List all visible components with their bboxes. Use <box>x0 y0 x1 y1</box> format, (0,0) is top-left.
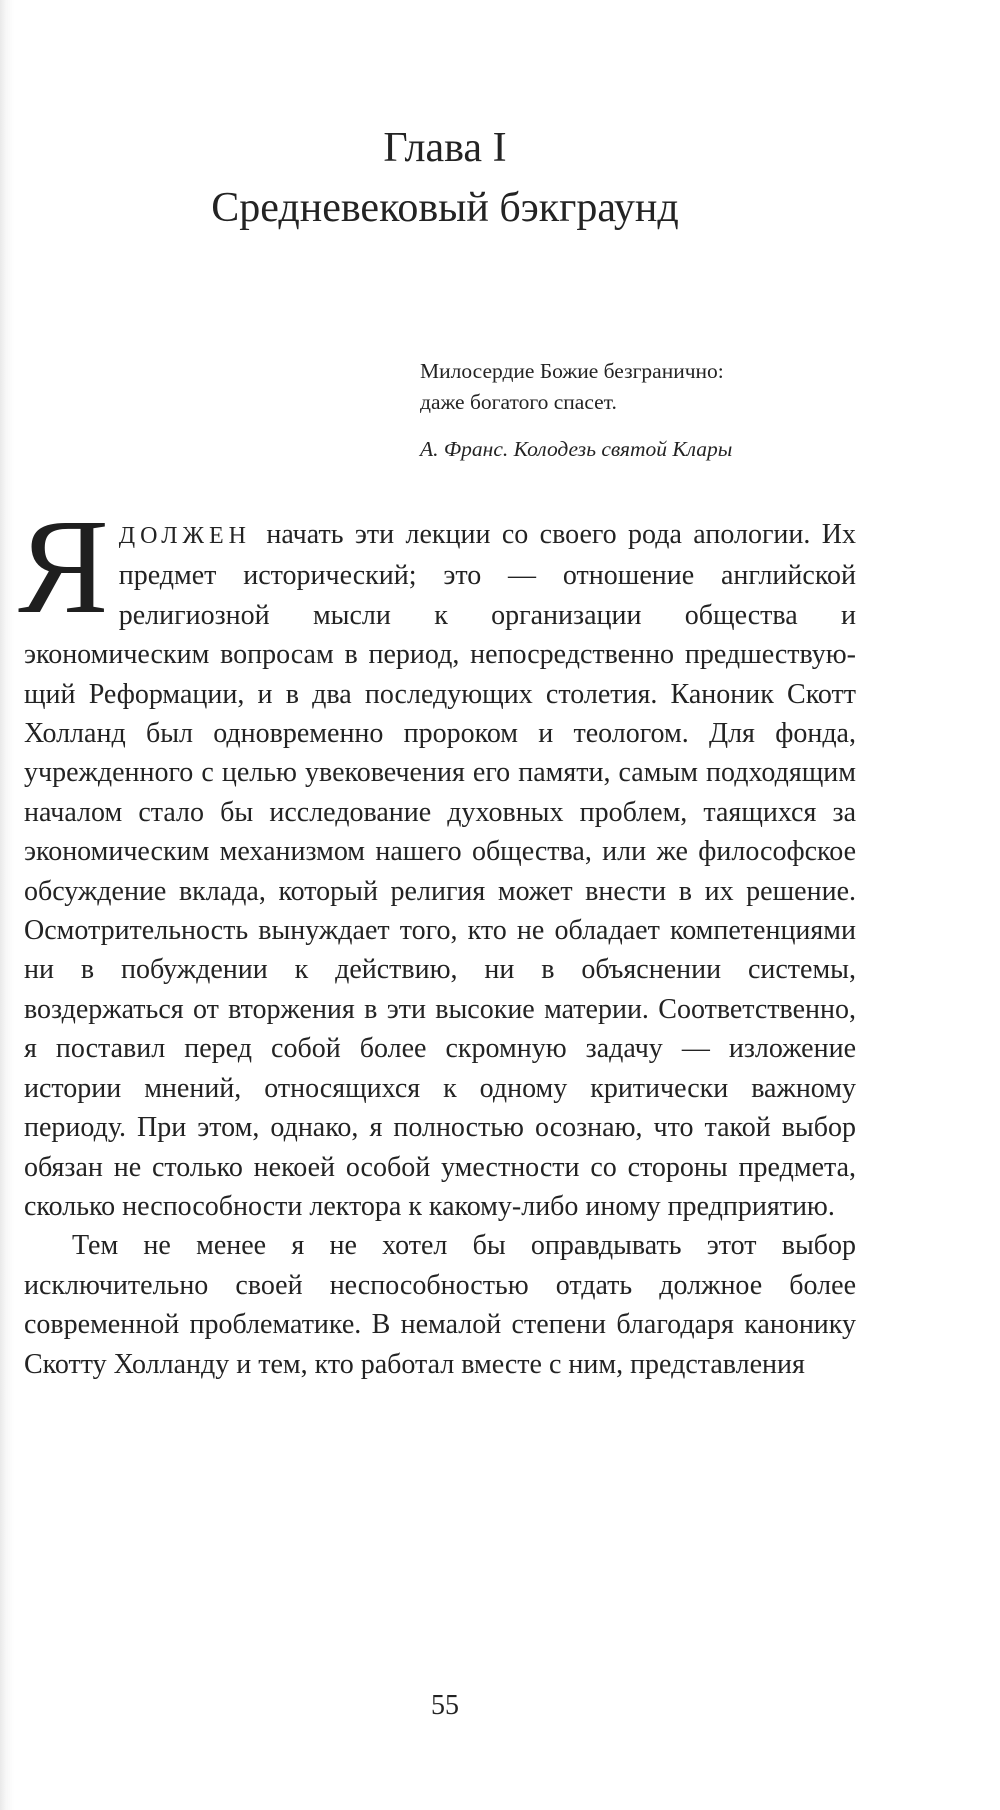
page-number: 55 <box>431 1690 459 1721</box>
drop-cap: Я <box>18 492 109 642</box>
paragraph-text: начать эти лекции со своего рода апологии. Их предмет исторический; это — отношение английской религиозной мысли к организации общества и экономическим вопросам в период, непосредственно предшествующий Реформации, и в два последующих столетия. Каноник Скотт Холланд был одновременно пророком и теологом. Для фонда, учрежденного с целью увековечения его памяти, самым подходящим началом стало бы исследование духовных проблем, таящихся за экономическим механизмом нашего общества, или же философское обсуждение вклада, который религия может внести в их решение. Осмотрительность вынуждает того, кто не обладает компетенциями ни в побуждении к действию, ни в объяснении системы, воздержаться от вторжения в эти высокие материи. Соответственно, я поставил перед собой более скромную задачу — изложение истории мнений, относящихся к одному критически важному периоду. При этом, однако, я полностью осознаю, что такой выбор обязан не столько некоей особой уместности со стороны предмета, сколько неспособности лектора к какому-либо иному предприятию. <box>24 519 856 1222</box>
epigraph-quote-line: даже богатого спасет. <box>420 390 617 414</box>
epigraph-source: А. Франс. Колодезь святой Клары <box>420 437 733 461</box>
chapter-title: Средневековый бэкграунд <box>211 185 679 231</box>
body-text <box>18 492 856 1384</box>
paragraph: Тем не менее я не хотел бы оправдывать этот выбор исключительно своей неспособностью отдать должное более современной проблематике. В немалой степени благодаря канонику Скотту Холланду и тем, кто работал вместе с ним, представления <box>24 1230 856 1380</box>
chapter-heading <box>0 118 890 238</box>
epigraph <box>420 356 890 465</box>
epigraph-quote-line: Милосердие Божие безгранично: <box>420 359 724 383</box>
epigraph-quote <box>420 356 890 418</box>
paragraph <box>18 492 856 1226</box>
lead-word: ДОЛЖЕН <box>118 523 251 549</box>
chapter-number: Глава I <box>383 125 507 171</box>
